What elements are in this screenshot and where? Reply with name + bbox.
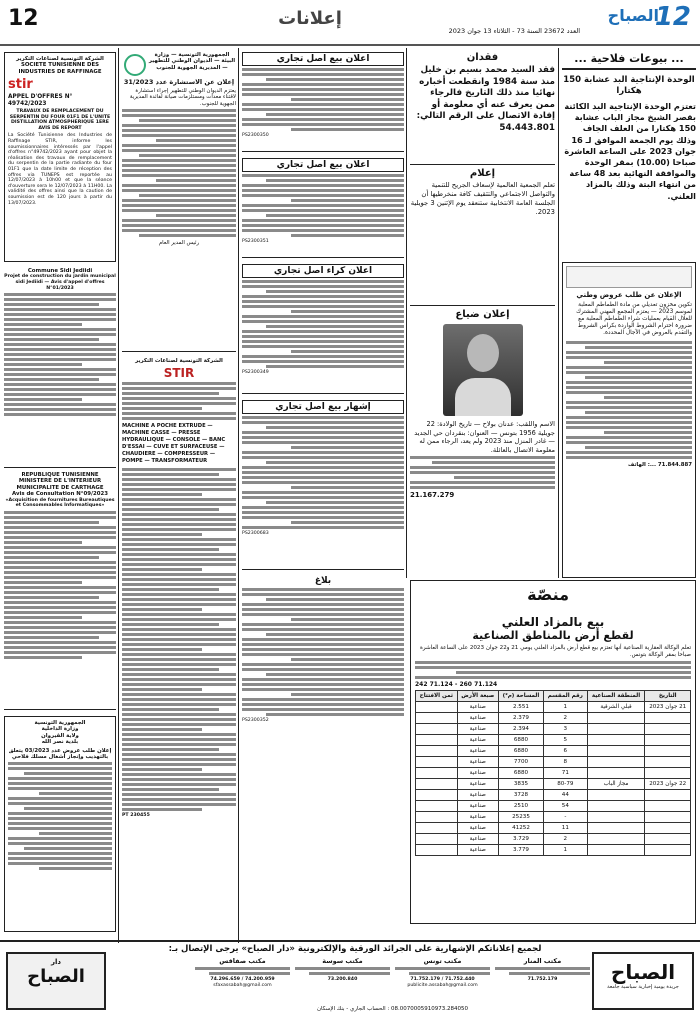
stir-equipment-logo: STIR xyxy=(163,366,195,381)
announcement-title: بلاغ xyxy=(314,576,332,586)
loss-body: فقد السيد محمد بسيم بن خليل منذ سنة 1984 وانقطعت أخباره نهائيا منذ ذلك التاريخ فالرجاء ممن يعرف عنه أي معلومة أو إفادة الاتصال على الرقم التالي: 54.443.801 xyxy=(416,65,555,133)
land-sale-brand: منصّة xyxy=(527,585,569,604)
loss-ad xyxy=(410,52,555,154)
table-row xyxy=(416,702,691,713)
tomato-title: الإعلان عن طلب عروض وطني xyxy=(576,291,682,299)
table-cell xyxy=(587,834,645,845)
stir-org-ar: الشركة التونسية لصناعات التكرير xyxy=(16,56,104,62)
table-header-cell: المساحة (م²) xyxy=(498,691,543,702)
logo-header xyxy=(585,2,695,42)
carthage-ministere: MINISTERE DE L'INTERIEUR xyxy=(18,478,102,485)
stir-body: La Société Tunisienne des Industries de Raffinage STIR, informe les soumissionnaires intéressés par l'appel d'offres n°49742/2023 ayant pour objet la réalisation des travaux de remplacement du serpentin de la partie radiante du four 01F1 que la date limite de réception des offres via TUNEPS est reportée au 12/07/2023 à 10h00 et que la séance d'ouverture sera le 12/07/2023 à 11H00. La validité des offres ainsi que la caution de soumission est de 120 jours à partir du 13/07/2023. xyxy=(8,133,112,206)
kairouan-text xyxy=(8,762,112,870)
footer-logo-right-word: الصباح xyxy=(610,960,676,984)
issue-line: العدد 23672 السنة 73 - الثلاثاء 13 جوان 2023 xyxy=(448,27,580,35)
tomato-tender-ad xyxy=(562,262,696,578)
table-cell xyxy=(416,801,458,812)
stir-appel: APPEL D'OFFRES N° 49742/2023 xyxy=(8,94,73,107)
carthage-acquisition: «Acquisition de fournitures Bureautiques et Consommables Informatiques» xyxy=(5,497,115,509)
footer-logo-left-word: الصباح xyxy=(27,966,85,987)
table-cell xyxy=(416,768,458,779)
table-cell: 22 جوان 2023 xyxy=(645,779,691,790)
table-row xyxy=(416,845,691,856)
table-header-cell: صبغة الأرض xyxy=(457,691,498,702)
table-cell: صناعية xyxy=(457,724,498,735)
table-cell xyxy=(645,735,691,746)
land-sale-body: تعلم الوكالة العقارية الصناعية أنها تعتزم بيع قطع أرض بالمزاد العلني يومي 21 و22 جوان 2023 على الساعة العاشرة صباحا بمقر الوكالة بتونس. xyxy=(419,645,691,658)
table-cell: 44 xyxy=(544,790,588,801)
table-cell: 2 xyxy=(544,834,588,845)
tomato-body: تكوين مخزون تعديلي من مادة الطماطم المعلبة لموسم 2023 — يعتزم المجمع المهني المشترك للغلال القيام بعمليات شراء الطماطم المعلبة مع ضرورة احترام الشروط الواردة بكراس الشروط والتقدم بالعروض في الآجال المحددة. xyxy=(576,302,692,336)
table-cell: 25235 xyxy=(498,812,543,823)
commerce-rent-text xyxy=(242,280,404,368)
tomato-logo xyxy=(566,266,692,288)
table-cell: 21 جوان 2023 xyxy=(645,702,691,713)
stir-equipment-text xyxy=(122,382,236,420)
onas-sign: رئيس المدير العام xyxy=(158,240,200,247)
footer-office-manar xyxy=(495,957,590,1012)
table-cell xyxy=(645,713,691,724)
table-cell xyxy=(416,779,458,790)
stir-equipment-list: MACHINE A POCHE EXTRUDE — MACHINE CASSE — PRESSE HYDRAULIQUE — CONSOLE — BANC D'ESSAI — CUVE ET SURFACEUSE — CHAUDIERE — COMPRESSEUR — POMPE — TRANSFORMATEUR xyxy=(122,423,226,465)
stir-org-fr1: SOCIETE TUNISIENNE DES xyxy=(20,62,100,69)
table-cell: 3835 xyxy=(498,779,543,790)
farm-sales-body: تعتزم الوحدة الإنتاجية البد الكائنة بقصر الشيخ مجاز الباب عشابة 150 هكتارا من العلف الجاف وذلك يوم الجمعة الموافق لـ 16 جوان 2023 على الساعة العاشرة صباحا (10.00) بمقر الوحدة والموافقة النهائية بعد 48 ساعة من انتهاء البتة وذلك بالمزاد العلني. xyxy=(564,101,696,201)
farm-sales-title: ... بيوعات فلاحية ... xyxy=(562,52,696,70)
table-cell: صناعية xyxy=(457,768,498,779)
footer-logo-left-sub: دار xyxy=(50,958,62,966)
column-rule xyxy=(238,48,239,943)
table-cell xyxy=(645,757,691,768)
table-cell: 2510 xyxy=(498,801,543,812)
table-cell: 6880 xyxy=(498,768,543,779)
office-sfax-email[interactable]: sfaxassabah@gmail.com xyxy=(213,982,272,988)
commerce-publicity-text xyxy=(242,416,404,529)
stir-equipment-title: الشركة التونسية لصناعات التكرير xyxy=(135,358,223,364)
table-cell xyxy=(645,845,691,856)
table-header-cell: ثمن الافتتاح xyxy=(416,691,458,702)
stir-tender-ad xyxy=(4,52,116,262)
commerce-sale-title: اعلان بيع اصل تجاري xyxy=(242,52,404,66)
table-cell xyxy=(587,724,645,735)
table-cell: 6 xyxy=(544,746,588,757)
table-cell: 11 xyxy=(544,823,588,834)
office-sousse-title: مكتب سوسة xyxy=(322,957,363,965)
table-row xyxy=(416,746,691,757)
middle-ads-column xyxy=(242,52,404,932)
table-cell: 71 xyxy=(544,768,588,779)
onas-org: الجمهورية التونسية — وزارة البيئة — الديوان الوطني للتطهير — المديرية الجهوية للجنوب xyxy=(148,52,236,71)
notice-title: إعلام xyxy=(469,168,496,179)
table-row xyxy=(416,834,691,845)
kairouan-notice: إعلان طلب عروض عدد 03/2023 يتعلق بالتهذيب وإنجاز أشغال مسلك فلاحي xyxy=(8,747,112,761)
table-cell xyxy=(645,724,691,735)
commerce-sale-ad-2 xyxy=(242,158,404,258)
commune-projet: Projet de construction du jardin municipal sidi Jediidi — Avis d'appel d'offres N°01/2023 xyxy=(4,274,116,291)
table-row xyxy=(416,801,691,812)
table-cell xyxy=(416,757,458,768)
announcement-ad xyxy=(242,576,404,776)
table-header-cell: المنطقة الصناعية xyxy=(587,691,645,702)
table-cell: 2.551 xyxy=(498,702,543,713)
missing-photo xyxy=(443,324,523,416)
commerce-rent-title: اعلان كراء اصل تجاري xyxy=(242,264,404,278)
office-sfax-lines xyxy=(195,967,290,975)
table-cell: 41252 xyxy=(498,823,543,834)
table-cell: صناعية xyxy=(457,746,498,757)
section-title: إعلانات xyxy=(278,8,342,29)
table-cell: صناعية xyxy=(457,757,498,768)
commune-title: Commune Sidi Jediidi xyxy=(27,268,93,274)
table-cell: 2 xyxy=(544,713,588,724)
commerce-publicity-code: PS2300683 xyxy=(242,531,269,536)
table-row xyxy=(416,713,691,724)
table-cell xyxy=(587,757,645,768)
commerce-sale-code-2: PS2300351 xyxy=(242,239,269,244)
stir-logo: stir xyxy=(8,77,33,93)
table-cell: - xyxy=(544,812,588,823)
office-sfax-phones: 74.200.959 / 74.296.659 xyxy=(210,977,275,982)
table-cell xyxy=(416,713,458,724)
table-cell: صناعية xyxy=(457,779,498,790)
land-sale-table xyxy=(415,690,691,856)
table-cell xyxy=(416,746,458,757)
farm-sales-ad xyxy=(562,52,696,258)
table-cell: 3.729 xyxy=(498,834,543,845)
missing-phone: 21.167.279 xyxy=(410,491,455,500)
missing-text-lines xyxy=(410,456,555,489)
commerce-sale-code: PS2300350 xyxy=(242,133,269,138)
table-row xyxy=(416,812,691,823)
table-cell xyxy=(587,735,645,746)
table-cell: صناعية xyxy=(457,845,498,856)
stir-equipment-ref: PT 230455 xyxy=(122,813,150,819)
table-cell xyxy=(416,702,458,713)
missing-person-ad xyxy=(410,305,555,575)
table-cell: 6880 xyxy=(498,735,543,746)
office-tunis-phones: 71.752.440 / 71.752.179 xyxy=(410,977,475,982)
footer-banner: لجميع إعلاناتكم الإشهارية على الجرائد الورقية والإلكترونية «دار الصباح» يرجى الإتصال بـ: xyxy=(168,944,542,954)
table-cell: 7700 xyxy=(498,757,543,768)
table-cell: 3728 xyxy=(498,790,543,801)
footer-office-sousse xyxy=(295,957,390,1012)
table-cell xyxy=(416,823,458,834)
table-cell xyxy=(416,735,458,746)
kairouan-baladiya: بلدية نصر الله xyxy=(41,739,79,746)
commerce-publicity-title: إشهار بيع اصل تجاري xyxy=(242,400,404,414)
table-cell xyxy=(416,834,458,845)
table-cell xyxy=(587,801,645,812)
onas-logo xyxy=(124,54,146,76)
table-row xyxy=(416,724,691,735)
land-sale-ad xyxy=(410,580,696,924)
announcement-code: PS2300352 xyxy=(242,718,269,723)
table-cell: 1 xyxy=(544,702,588,713)
column-rule xyxy=(558,48,559,578)
commerce-sale-ad xyxy=(242,52,404,152)
footer xyxy=(0,940,700,1013)
table-cell: 2.379 xyxy=(498,713,543,724)
table-cell xyxy=(587,768,645,779)
table-row xyxy=(416,735,691,746)
table-cell: صناعية xyxy=(457,801,498,812)
commerce-publicity-ad xyxy=(242,400,404,570)
onas-notice: إعلان عن الاستشارة عدد 31/2023 xyxy=(123,78,235,86)
kairouan-ministere: وزارة الداخلية xyxy=(41,726,79,733)
land-sale-phone: 71.124 260 - 71.124 242 xyxy=(415,681,498,688)
commerce-rent-ad xyxy=(242,264,404,394)
table-cell xyxy=(645,746,691,757)
table-cell xyxy=(645,790,691,801)
page-number: 12 xyxy=(8,6,39,31)
carthage-republique: REPUBLIQUE TUNISIENNE xyxy=(21,472,99,478)
commerce-sale-text-2 xyxy=(242,174,404,237)
kairouan-republique: الجمهورية التونسية xyxy=(34,720,86,726)
kairouan-wilaya: ولاية القيروان xyxy=(41,732,79,739)
logo-number: 12 xyxy=(654,2,691,32)
office-manar-title: مكتب المنار xyxy=(523,957,562,965)
land-sale-text-lines xyxy=(415,661,691,679)
table-cell xyxy=(645,801,691,812)
table-cell xyxy=(645,834,691,845)
carthage-municipalite: MUNICIPALITE DE CARTHAGE xyxy=(16,484,104,491)
office-sfax-title: مكتب صفاقس xyxy=(219,957,266,965)
table-cell: صناعية xyxy=(457,735,498,746)
table-row xyxy=(416,768,691,779)
table-cell: صناعية xyxy=(457,823,498,834)
table-cell: 2.394 xyxy=(498,724,543,735)
stir-travaux: TRAVAUX DE REMPLACEMENT DU SERPENTIN DU FOUR 01F1 DE L'UNITE DISTILLATION ATMOSPHERIQUE 1ERE AVIS DE REPORT xyxy=(9,109,111,131)
table-cell xyxy=(587,823,645,834)
table-row xyxy=(416,757,691,768)
table-cell: 54 xyxy=(544,801,588,812)
office-tunis-title: مكتب تونس xyxy=(423,957,462,965)
office-tunis-email[interactable]: publicite.assabah@gmail.com xyxy=(407,982,478,988)
notice-body: تعلم الجمعية العالمية لإسعاف الجريح للتنمية والتواصل الاجتماعي والتثقيف كافة منخرطيها أن الجلسة العامة الانتخابية ستنعقد يوم الإثنين 3 جويلية 2023. xyxy=(410,181,555,216)
office-manar-phones: 71.752.179 xyxy=(527,977,558,982)
table-cell xyxy=(587,790,645,801)
footer-bottom-line: 08.0070005910973.284050 : الحساب الجاري - بنك الإسكان xyxy=(316,1006,469,1012)
office-sousse-phones: 73.200.840 xyxy=(327,977,358,982)
table-cell: مجاز الباب xyxy=(587,779,645,790)
tomato-contact: 71.844.887 ...: الهاتف xyxy=(627,462,692,468)
table-cell: صناعية xyxy=(457,790,498,801)
land-sale-title: بيع بالمزاد العلني xyxy=(501,615,605,629)
table-cell xyxy=(645,823,691,834)
table-cell xyxy=(587,812,645,823)
onas-text-lines xyxy=(122,109,236,237)
table-row xyxy=(416,779,691,790)
table-cell xyxy=(587,845,645,856)
commune-text xyxy=(4,293,116,416)
commerce-rent-code: PS2300349 xyxy=(242,370,269,375)
carthage-ad xyxy=(4,472,116,710)
table-cell xyxy=(416,845,458,856)
footer-logo-left xyxy=(6,952,106,1010)
table-cell xyxy=(587,746,645,757)
footer-logo-right-sub: جريدة يومية إخبارية سياسية جامعة xyxy=(607,984,679,990)
land-sale-subtitle: لقطع أرض بالمناطق الصناعية xyxy=(472,629,634,642)
table-cell: 8 xyxy=(544,757,588,768)
commerce-sale-text xyxy=(242,68,404,131)
table-row xyxy=(416,823,691,834)
carthage-avis: Avis de Consultation N°09/2023 xyxy=(12,491,108,498)
table-cell: 80-79 xyxy=(544,779,588,790)
table-cell xyxy=(645,768,691,779)
table-cell: صناعية xyxy=(457,713,498,724)
stir-equipment-ad xyxy=(122,358,236,918)
commerce-sale-title-2: اعلان بيع اصل تجاري xyxy=(242,158,404,172)
page-header xyxy=(0,0,700,46)
loss-title: فقدان xyxy=(466,52,499,63)
table-cell xyxy=(587,713,645,724)
header-rule xyxy=(0,44,700,46)
announcement-text xyxy=(242,588,404,716)
table-cell: صناعية xyxy=(457,812,498,823)
footer-office-tunis xyxy=(395,957,490,1012)
kairouan-ad xyxy=(4,716,116,932)
logo-word: الصباح xyxy=(607,6,659,25)
table-cell xyxy=(416,812,458,823)
unit-heading: الوحدة الإنتاجية البد عشابة 150 هكتارا xyxy=(563,75,695,96)
sidi-jediidi-ad xyxy=(4,268,116,468)
table-cell: 3.779 xyxy=(498,845,543,856)
column-rule xyxy=(406,48,407,578)
stir-equipment-text-2 xyxy=(122,468,236,811)
table-cell: 3 xyxy=(544,724,588,735)
table-cell: قبلي الشرقية xyxy=(587,702,645,713)
stir-org-fr2: INDUSTRIES DE RAFFINAGE xyxy=(18,68,102,75)
column-rule xyxy=(118,48,119,943)
table-cell: 6880 xyxy=(498,746,543,757)
missing-title: إعلان ضياع xyxy=(455,309,510,320)
office-sousse-lines xyxy=(295,967,390,975)
onas-body: يعتزم الديوان الوطني للتطهير إجراء استشارة لاقتناء معدات ومستلزمات صيانة لفائدة المديرية الجهوية للجنوب. xyxy=(129,88,236,107)
table-cell: صناعية xyxy=(457,834,498,845)
footer-logo-right xyxy=(592,952,694,1010)
missing-body: الاسم واللقب: عدنان بولاح — تاريخ الولادة: 22 جويلية 1956 بتونس — العنوان: بنقردان حي الجديد — غادر المنزل منذ 2023 ولم يعد، الرجاء ممن له معلومة الاتصال بالعائلة. xyxy=(414,420,555,454)
table-row xyxy=(416,790,691,801)
office-manar-lines xyxy=(495,967,590,975)
onas-consultation-ad xyxy=(122,52,236,352)
table-cell: صناعية xyxy=(457,702,498,713)
table-cell: 5 xyxy=(544,735,588,746)
table-cell xyxy=(416,724,458,735)
footer-office-sfax xyxy=(195,957,290,1012)
carthage-text xyxy=(4,511,116,659)
tomato-text-lines xyxy=(566,341,692,459)
table-cell: 1 xyxy=(544,845,588,856)
office-tunis-lines xyxy=(395,967,490,975)
notice-ad xyxy=(410,164,555,264)
table-cell xyxy=(645,812,691,823)
table-header-cell: رقم المقسم xyxy=(544,691,588,702)
table-header-cell: التاريخ xyxy=(645,691,691,702)
table-cell xyxy=(416,790,458,801)
